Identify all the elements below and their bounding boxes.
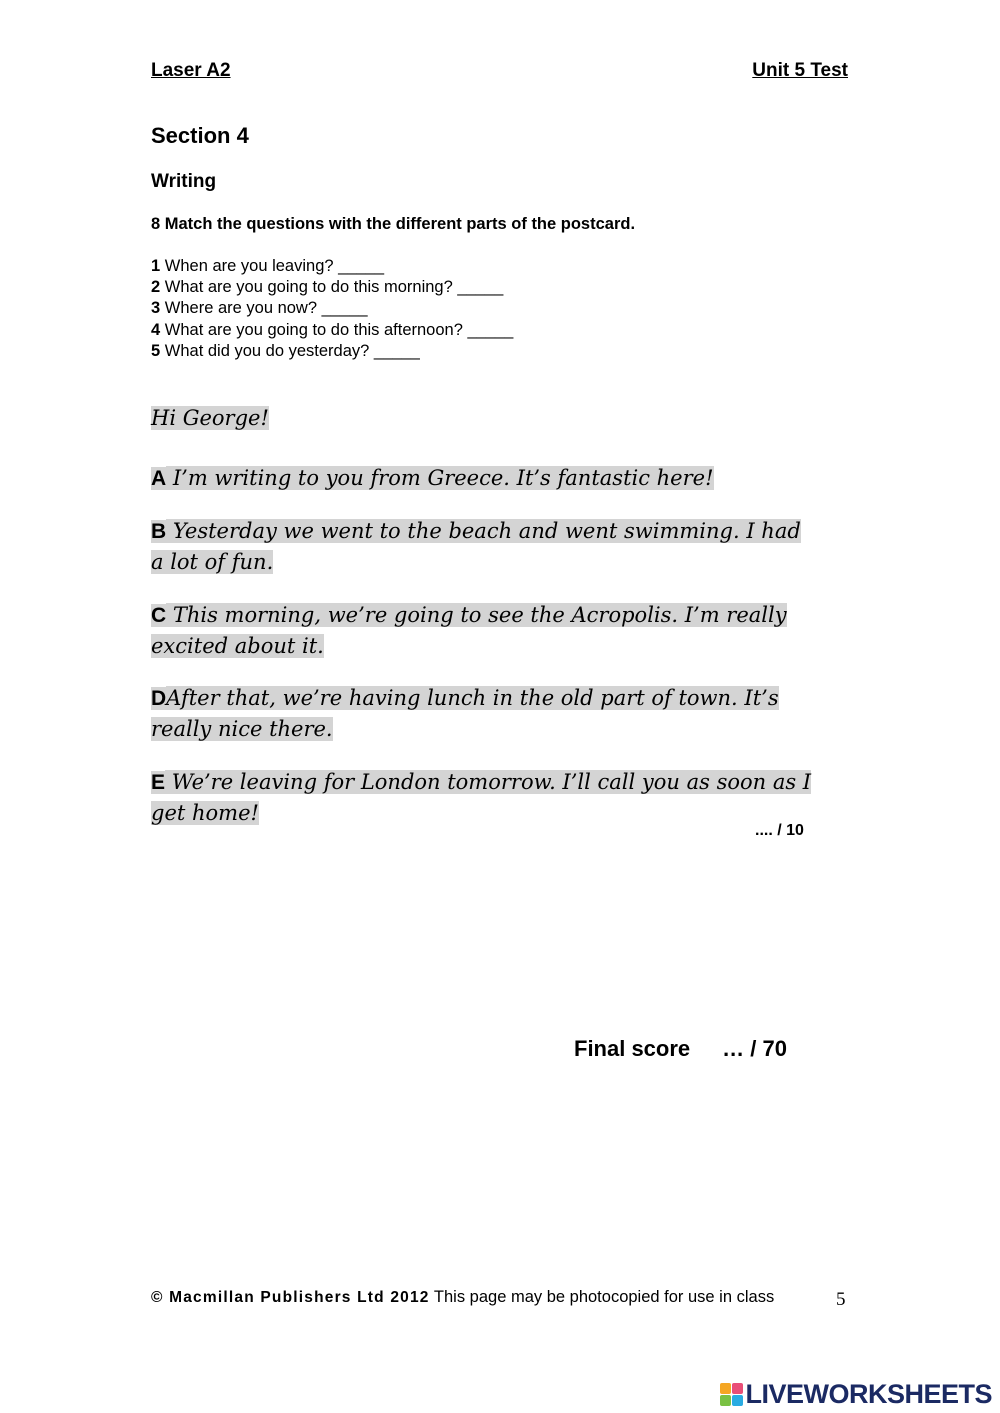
postcard-greeting xyxy=(151,403,846,434)
paragraph-text: Yesterday we went to the beach and went swimming. I had a lot of fun. xyxy=(151,519,801,574)
subsection-title: Writing xyxy=(151,171,217,192)
question-item xyxy=(151,256,513,277)
greeting-text: Hi George! xyxy=(151,406,269,430)
liveworksheets-brand[interactable] xyxy=(720,1379,992,1409)
paragraph-letter: E xyxy=(151,771,166,794)
paragraph-text: After that, we’re having lunch in the old part of town. It’s really nice there. xyxy=(151,686,779,741)
exercise-instruction: 8 Match the questions with the different parts of the postcard. xyxy=(151,215,636,233)
paragraph-letter: C xyxy=(151,604,167,627)
question-number: 4 xyxy=(151,320,161,339)
postcard-paragraph-a xyxy=(151,463,846,494)
paragraph-text: We’re leaving for London tomorrow. I’ll call you as soon as I get home! xyxy=(151,770,812,825)
question-number: 5 xyxy=(151,341,161,360)
question-text: What did you do yesterday? _____ xyxy=(164,341,420,360)
brand-name: LIVEWORKSHEETS xyxy=(745,1379,992,1409)
question-item xyxy=(151,320,513,341)
question-number: 2 xyxy=(151,278,161,297)
header-course-title: Laser A2 xyxy=(151,60,231,81)
header-unit-title: Unit 5 Test xyxy=(752,60,848,81)
logo-square xyxy=(720,1395,731,1406)
section-score: .... / 10 xyxy=(755,822,804,839)
final-score-label: Final score xyxy=(574,1036,691,1061)
logo-square xyxy=(732,1395,743,1406)
postcard-paragraph-c xyxy=(151,600,846,662)
postcard-paragraph-b xyxy=(151,516,816,578)
copyright-notice: © Macmillan Publishers Ltd 2012 xyxy=(151,1289,430,1306)
paragraph-letter: A xyxy=(151,467,167,490)
page-number: 5 xyxy=(836,1289,846,1310)
postcard-paragraph-e xyxy=(151,767,846,829)
logo-square xyxy=(720,1383,731,1394)
postcard-paragraph-d xyxy=(151,683,831,745)
paragraph-letter: B xyxy=(151,520,167,543)
question-list xyxy=(151,256,513,362)
logo-square xyxy=(732,1383,743,1394)
paragraph-letter: D xyxy=(151,687,167,710)
question-item xyxy=(151,341,513,362)
footer xyxy=(151,1287,821,1308)
final-score-value: … / 70 xyxy=(722,1036,787,1061)
paragraph-text: This morning, we’re going to see the Acropolis. I’m really excited about it. xyxy=(151,603,787,658)
question-item xyxy=(151,277,513,298)
paragraph-text: I’m writing to you from Greece. It’s fantastic here! xyxy=(166,466,714,490)
final-score xyxy=(574,1035,787,1063)
question-number: 3 xyxy=(151,299,161,318)
question-text: What are you going to do this morning? _____ xyxy=(164,278,504,297)
section-title: Section 4 xyxy=(151,123,249,148)
question-number: 1 xyxy=(151,257,161,275)
question-text: What are you going to do this afternoon? _____ xyxy=(164,320,514,339)
question-item xyxy=(151,298,513,319)
question-text: Where are you now? _____ xyxy=(164,299,368,318)
photocopy-note: This page may be photocopied for use in class xyxy=(429,1288,775,1306)
question-text: When are you leaving? _____ xyxy=(164,257,385,275)
liveworksheets-logo-icon xyxy=(720,1383,743,1406)
